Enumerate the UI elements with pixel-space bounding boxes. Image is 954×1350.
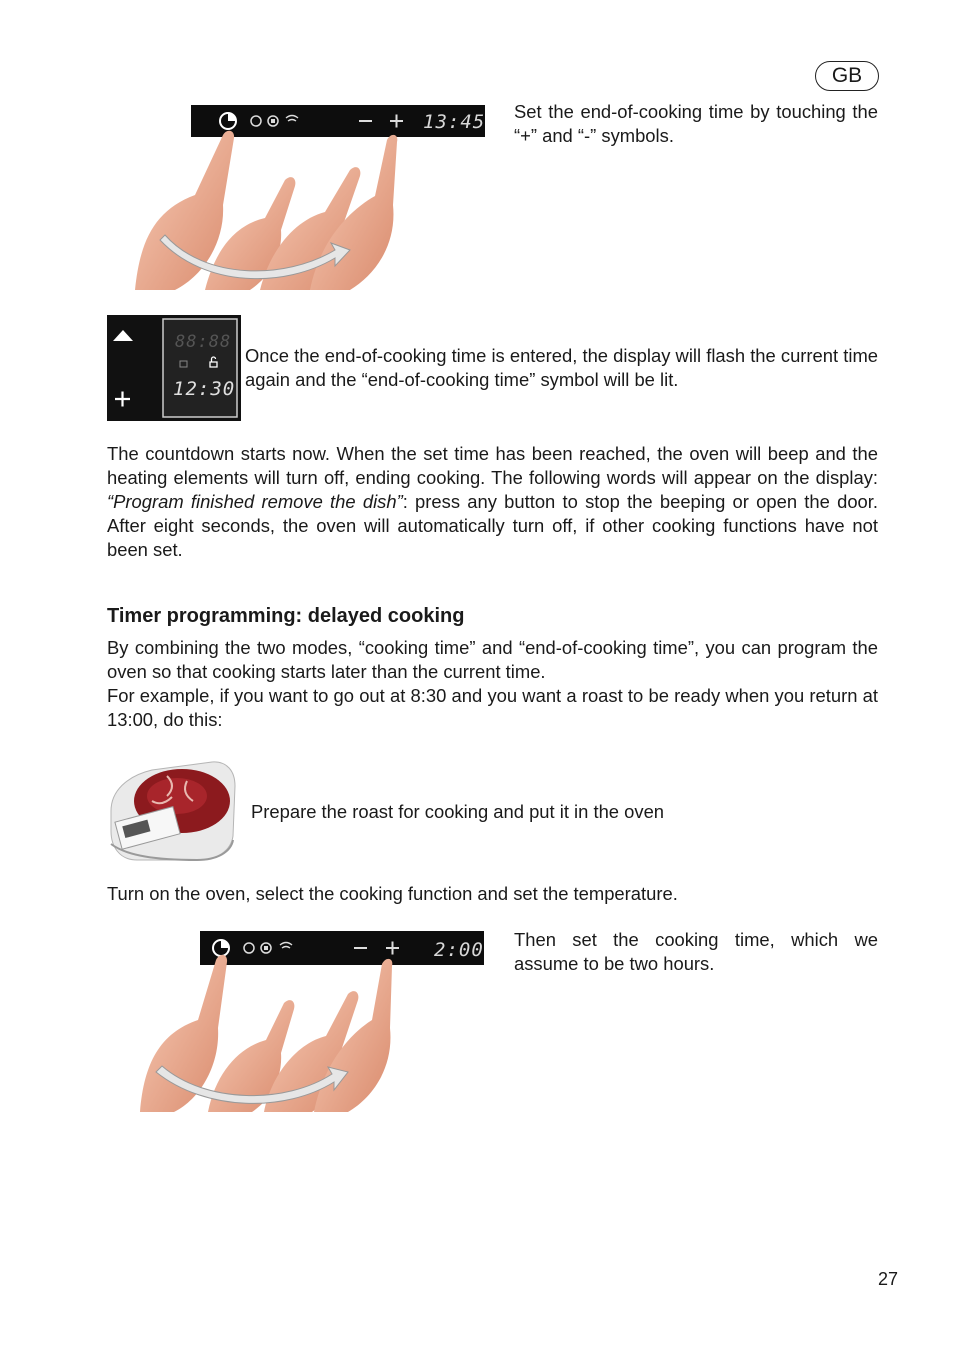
step2-text: Once the end-of-cooking time is entered, the display will flash the current time again and the “end-of-cooking time” symbol will be lit. [245,345,878,390]
display-message: “Program finished remove the dish” [107,491,403,512]
illustration-panel-hands-1 [135,100,487,292]
section-heading: Timer programming: delayed cooking [107,605,465,627]
display-readout: 2:00 [434,939,484,961]
language-badge: GB [815,61,879,91]
display-time-readout: 12:30 [173,378,236,400]
section-intro: By combining the two modes, “cooking time” and “end-of-cooking time”, you can program the oven so that cooking starts later than the current time. [107,637,878,682]
illustration-panel-hands-2 [136,928,486,1114]
display-readout: 13:45 [423,111,486,133]
display-panel-illustration [107,315,241,421]
section-example: For example, if you want to go out at 8:30 and you want a roast to be ready when you return at 13:00, do this: [107,685,878,730]
roast-image [107,756,237,864]
up-arrow-icon [113,330,133,341]
countdown-part2: : press any button to stop the beeping or open the door. After eight seconds, the oven will automatically turn off, if other cooking functions have not been set. [107,491,878,560]
step1-text: Set the end-of-cooking time by touching the “+” and “-” symbols. [514,101,878,146]
step3-text: Then set the cooking time, which we assume to be two hours. [514,929,878,974]
countdown-paragraph [107,442,878,562]
roast-text: Prepare the roast for cooking and put it in the oven [251,801,665,822]
display-top-readout: 88:88 [175,332,232,352]
page-number: 27 [878,1269,899,1289]
turn-on-text: Turn on the oven, select the cooking function and set the temperature. [107,883,678,904]
minus-icon [354,947,367,949]
minus-icon [359,120,372,122]
countdown-part1: The countdown starts now. When the set time has been reached, the oven will beep and the heating elements will turn off, ending cooking. The following words will appear on the display: [107,443,878,488]
plus-icon [115,392,130,407]
